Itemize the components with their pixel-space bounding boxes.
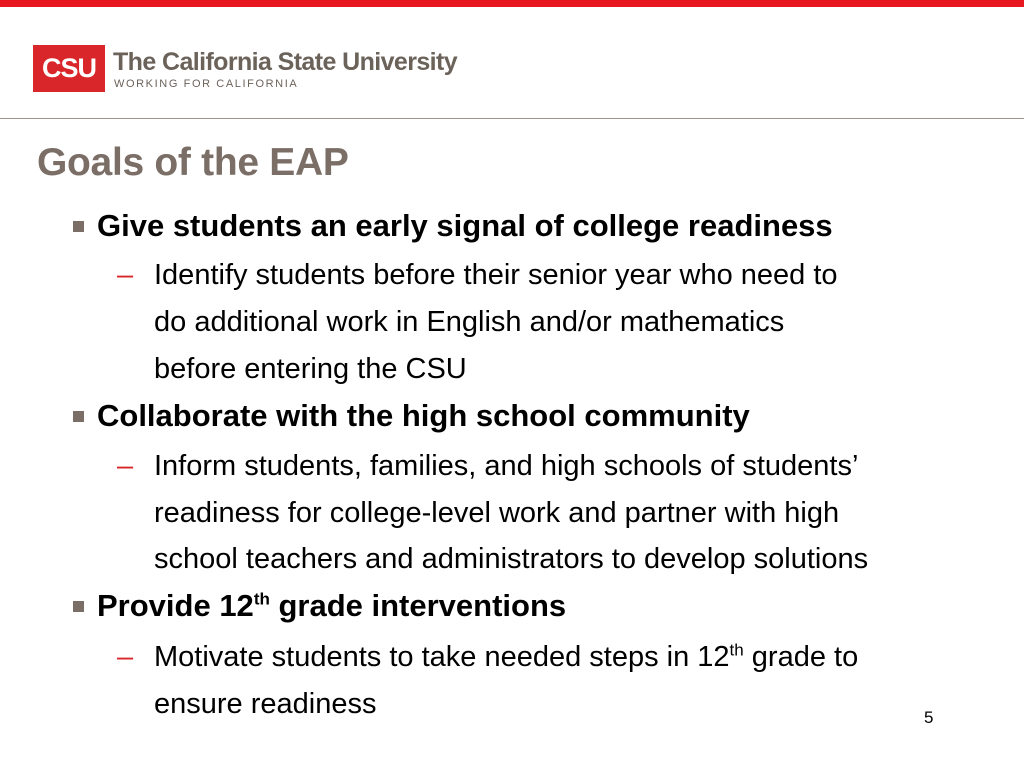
ordinal-superscript: th: [253, 589, 270, 609]
sub-bullet-line: Identify students before their senior year who need to: [154, 259, 838, 291]
sub-bullet-continuation: [154, 490, 839, 537]
sub-bullet-line: before entering the CSU: [154, 353, 467, 385]
bullet-item: [97, 208, 833, 244]
sub-bullet-line: do additional work in English and/or mathematics: [154, 306, 785, 338]
sub-bullet-continuation: [154, 346, 467, 393]
sub-bullet-line: school teachers and administrators to develop solutions: [154, 543, 869, 575]
university-tagline: WORKING FOR CALIFORNIA: [114, 78, 299, 90]
slide-title: Goals of the EAP: [37, 141, 349, 184]
bullet-text-part: grade interventions: [269, 588, 567, 623]
sub-bullet-continuation: [154, 536, 868, 583]
sub-bullet-item: [117, 443, 859, 490]
sub-bullet-line-part: Motivate students to take needed steps in 12: [154, 641, 730, 673]
dash-bullet-icon: –: [117, 641, 134, 673]
bullet-item: [97, 398, 750, 434]
square-bullet-icon: [73, 221, 84, 232]
sub-bullet-continuation: [154, 299, 784, 346]
sub-bullet-item: [117, 252, 838, 299]
slide-number: 5: [924, 708, 934, 727]
bullet-text: Collaborate with the high school community: [97, 398, 750, 433]
dash-bullet-icon: –: [117, 450, 134, 482]
sub-bullet-continuation: [154, 681, 376, 728]
sub-bullet-line: Inform students, families, and high schools of students’: [154, 450, 859, 482]
bullet-item: [97, 588, 566, 624]
ordinal-superscript: th: [729, 640, 744, 660]
square-bullet-icon: [73, 411, 84, 422]
sub-bullet-line: ensure readiness: [154, 688, 377, 720]
bullet-text: Give students an early signal of college readiness: [97, 208, 833, 243]
sub-bullet-item: [117, 634, 859, 681]
university-name: The California State University: [113, 48, 457, 76]
bullet-text-part: Provide 12: [97, 588, 254, 623]
dash-bullet-icon: –: [117, 259, 134, 291]
csu-logo-mark: CSU: [33, 45, 105, 92]
sub-bullet-line: readiness for college-level work and partner with high: [154, 497, 840, 529]
sub-bullet-line-part: grade to: [743, 641, 859, 673]
square-bullet-icon: [73, 601, 84, 612]
